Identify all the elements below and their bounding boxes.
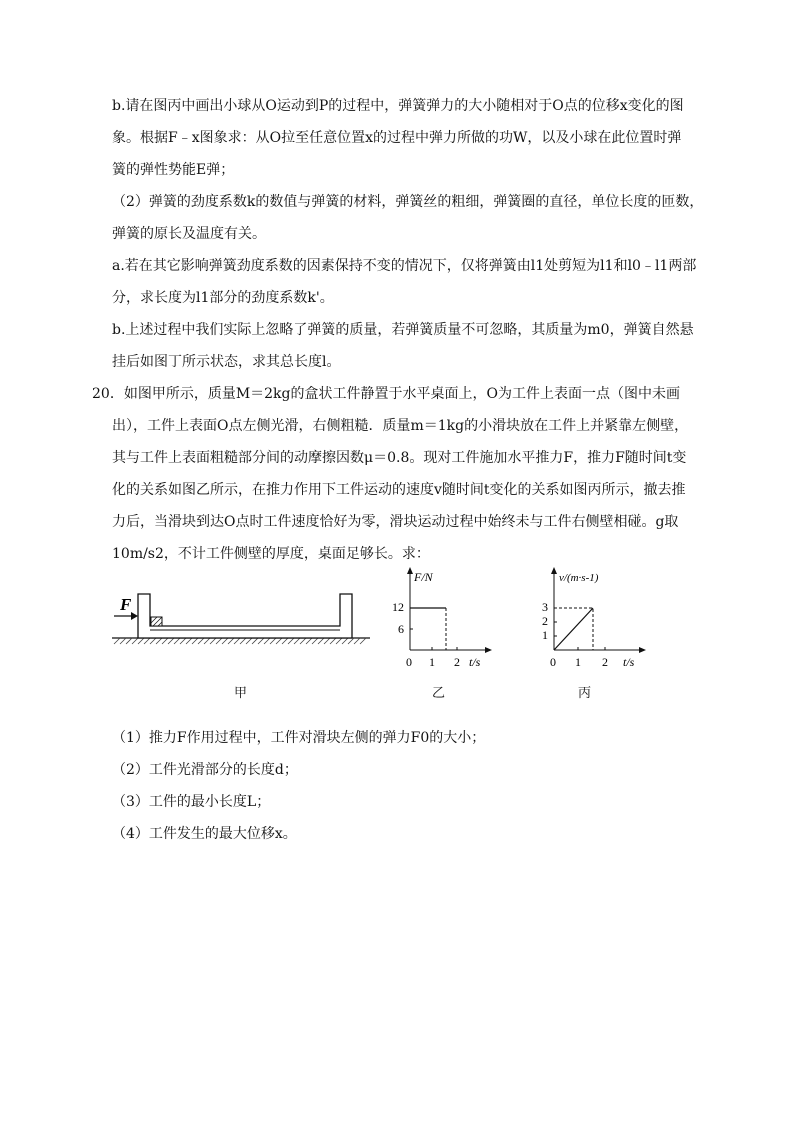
text-line-15: 10m/s2，不计工件侧壁的厚度，桌面足够长。求： [112,546,430,562]
y-tick-2: 2 [542,614,548,628]
y-axis-label: F/N [414,570,433,584]
y-tick-6: 6 [398,622,404,636]
text-line-8: b.上述过程中我们实际上忽略了弹簧的质量，若弹簧质量不可忽略，其质量为m0，弹簧自然悬 [112,322,694,338]
y-tick-1: 1 [542,628,548,642]
y-tick-3: 3 [542,600,548,614]
text-line-7: 分，求长度为l1部分的劲度系数k'。 [112,290,334,306]
question-3: （3）工件的最小长度L； [112,794,271,810]
text-line-9: 挂后如图丁所示状态，求其总长度l。 [112,354,341,370]
text-line-2: 象。根据F﹣x图象求：从O拉至任意位置x的过程中弹力所做的功W，以及小球在此位置时弹 [112,130,682,146]
ground-hatch [114,638,366,644]
text-line-1: b.请在图丙中画出小球从O运动到P的过程中，弹簧弹力的大小随相对于O点的位移x变化的图 [112,98,684,114]
text-line-4: （2）弹簧的劲度系数k的数值与弹簧的材料，弹簧丝的粗细，弹簧圈的直径，单位长度的匝数， [112,194,704,210]
text-line-3: 簧的弹性势能E弹； [112,162,235,178]
x-tick-0: 0 [550,655,556,669]
x-tick-1: 1 [575,655,581,669]
velocity-series-line [554,608,593,650]
question-2: （2）工件光滑部分的长度d； [112,762,298,778]
caption-yi: 乙 [432,686,446,701]
text-line-14: 力后，当滑块到达O点时工件速度恰好为零，滑块运动过程中始终未与工件右侧壁相碰。g取 [112,514,679,530]
y-axis-label: v/(m·s-1) [559,572,599,584]
x-tick-1: 1 [429,655,435,669]
caption-jia: 甲 [234,686,248,701]
chart-yi [384,566,494,672]
y-tick-12: 12 [392,600,404,614]
force-label: F [120,595,132,614]
x-axis-label: t/s [469,655,481,669]
text-line-10: 20．如图甲所示，质量M＝2kg的盒状工件静置于水平桌面上，O为工件上表面一点（图中未画 [92,386,680,402]
figure-jia [112,586,372,646]
question-1: （1）推力F作用过程中，工件对滑块左侧的弹力F0的大小； [112,730,486,746]
x-axis-label: t/s [623,655,635,669]
text-line-13: 化的关系如图乙所示，在推力作用下工件运动的速度v随时间t变化的关系如图丙所示，撤去推 [112,482,686,498]
workpiece [138,594,352,638]
question-4: （4）工件发生的最大位移x。 [112,826,297,842]
x-tick-0: 0 [406,655,412,669]
text-line-12: 其与工件上表面粗糙部分间的动摩擦因数μ＝0.8。现对工件施加水平推力F，推力F随时间t变 [112,450,687,466]
text-line-11: 出），工件上表面O点左侧光滑，右侧粗糙．质量m＝1kg的小滑块放在工件上并紧靠左侧壁， [112,418,689,434]
x-tick-2: 2 [454,655,460,669]
text-line-5: 弹簧的原长及温度有关。 [112,226,266,242]
chart-bing [528,566,658,672]
caption-bing: 丙 [578,686,592,701]
text-line-6: a.若在其它影响弹簧劲度系数的因素保持不变的情况下，仅将弹簧由l1处剪短为l1和l0﹣l1两部 [112,258,697,274]
x-tick-2: 2 [602,655,608,669]
